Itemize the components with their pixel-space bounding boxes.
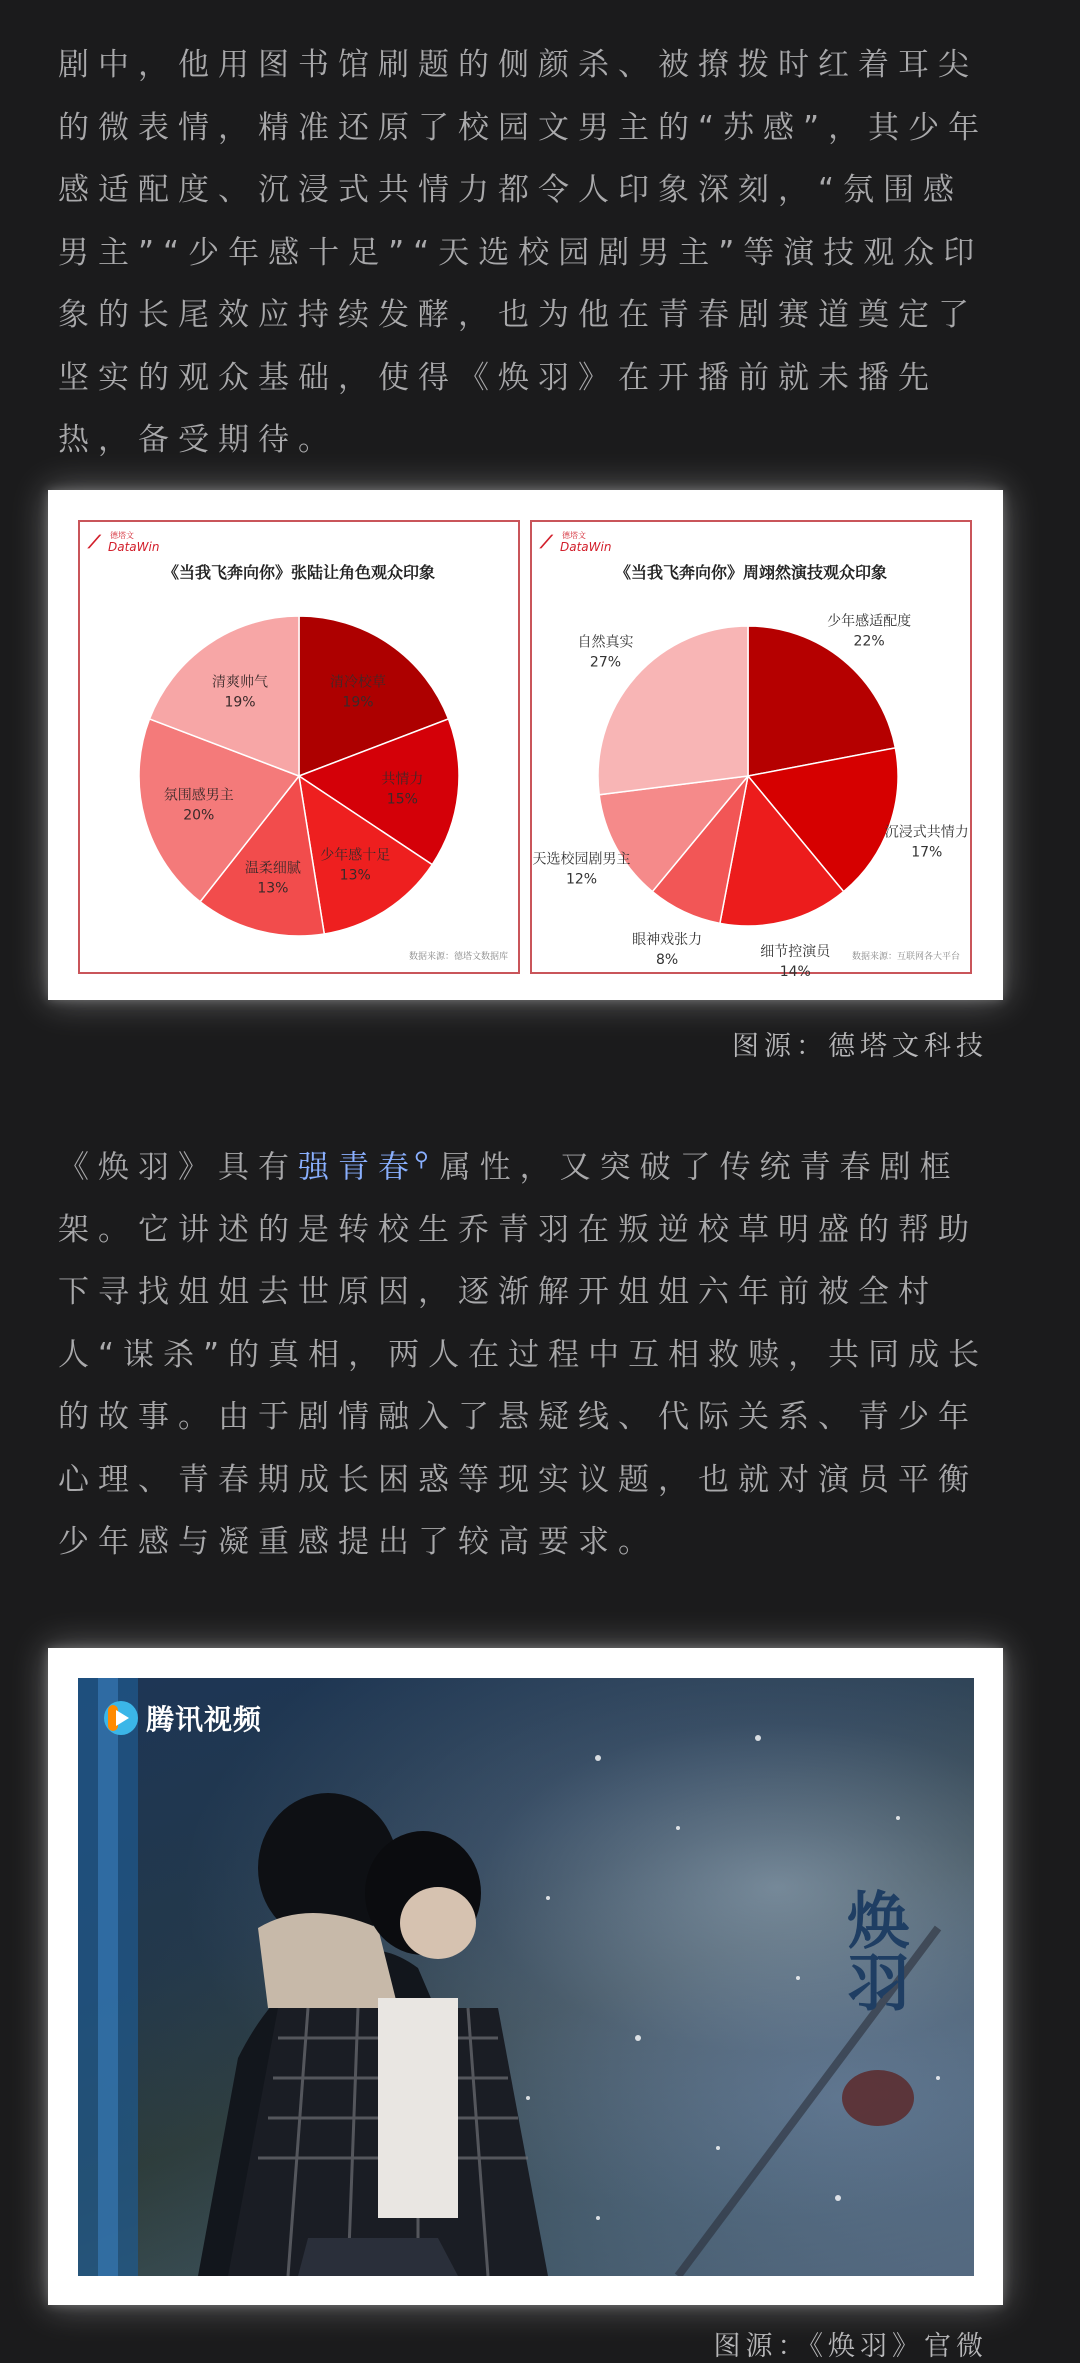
pie-slice-value: 17% [911,844,943,861]
pie-slice-value: 12% [565,871,598,888]
chart-title: 《当我飞奔向你》张陆让角色观众印象 [162,563,435,582]
pie-slice-label: 细节控演员 [760,944,831,961]
pie-panel-left [78,520,520,974]
pie-slice-label: 自然真实 [577,634,634,651]
drama-poster-photo [78,1678,974,2276]
pie-slice-label: 清冷校草 [329,674,386,691]
pie-panel-right [530,520,972,974]
chart-image-card [48,490,1003,1000]
pie-slice-label: 天选校园剧男主 [532,851,631,868]
article-paragraph-1: 剧中，他用图书馆刷题的侧颜杀、被撩拨时红着耳尖的微表情，精准还原了校园文男主的“苏感”，其少年感适配度、沉浸式共情力都令人印象深刻，“氛围感男主”“少年感十足”“天选校园剧男主”等演技观众印象的长尾效应持续发酵，也为他在青春剧赛道奠定了坚实的观众基础，使得《焕羽》在开播前就未播先热，备受期待。 [58,47,989,458]
pie-chart-right [532,522,974,976]
pie-slice-value: 13% [339,867,371,884]
poster-title: 焕羽 [837,1888,910,2012]
pie-slice-label: 沉浸式共情力 [884,824,969,841]
poster-image-card [48,1648,1003,2305]
pie-slice-label: 氛围感男主 [163,787,234,804]
pie-slice-value: 20% [183,807,215,824]
pie-slice-value: 8% [655,951,679,968]
image-caption: 图源：《焕羽》官微 [713,2331,988,2362]
image-caption: 图源：德塔文科技 [732,1031,988,1062]
pie-slice-value: 22% [853,633,885,650]
pie-slice-value: 13% [257,880,289,897]
pie-slice-value: 14% [779,964,811,976]
pie-slice-value: 19% [224,694,256,711]
pie-slice-label: 眼神戏张力 [632,931,703,948]
pie-slice-label: 温柔细腻 [244,860,301,877]
chart-source: 数据来源：互联网各大平台 [851,952,960,962]
datawin-logo: ⟋ 德塔文 DataWin [540,531,612,554]
chart-source: 数据来源：德塔文数据库 [408,952,508,962]
chart-title: 《当我飞奔向你》周翊然演技观众印象 [614,563,887,582]
pie-slice-label: 共情力 [381,771,424,788]
pie-slice-value: 19% [342,694,374,711]
pie-slice-label: 少年感适配度 [827,613,912,630]
article-paragraph-2: 《焕羽》具有强青春⚲属性，又突破了传统青春剧框架。它讲述的是转校生乔青羽在叛逆校草明盛的帮助下寻找姐姐去世原因，逐渐解开姐姐六年前被全村人“谋杀”的真相，两人在过程中互相救赎，共同成长的故事。由于剧情融入了悬疑线、代际关系、青少年心理、青春期成长困惑等现实议题，也就对演员平衡少年感与凝重感提出了较高要求。 [58,1128,998,1574]
pie-slice-label: 少年感十足 [320,847,391,864]
datawin-logo: ⟋ 德塔文 DataWin [88,531,160,554]
pie-chart-left [80,522,522,976]
pie-slice [598,626,748,795]
play-icon [104,1701,138,1735]
pie-slice-value: 27% [589,654,622,671]
keyword-link[interactable]: 强青春 [298,1149,418,1186]
tencent-video-logo: 腾讯视频 [104,1698,262,1738]
search-icon[interactable]: ⚲ [414,1147,438,1171]
pie-slice-label: 清爽帅气 [212,674,269,691]
pie-slice-value: 15% [386,791,418,808]
